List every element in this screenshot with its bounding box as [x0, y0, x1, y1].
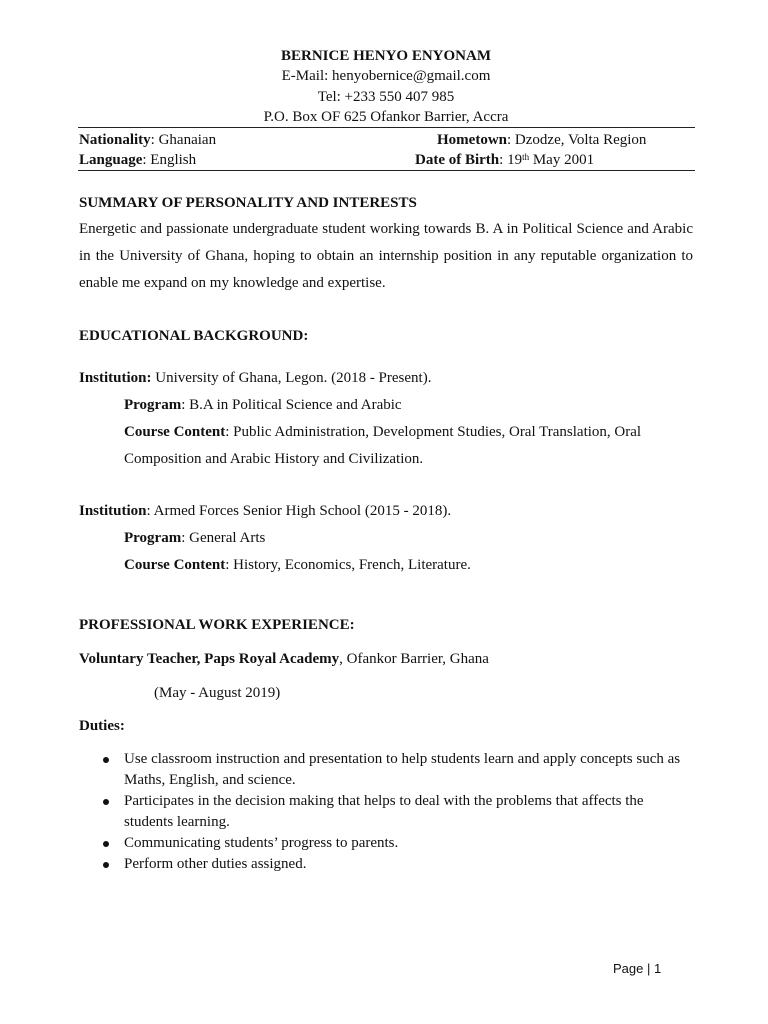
- course-value: : History, Economics, French, Literature.: [225, 557, 471, 573]
- list-item: [100, 854, 700, 875]
- hometown-value: : Dzodze, Volta Region: [507, 132, 647, 148]
- contact-phone: Tel: +233 550 407 985: [317, 89, 455, 105]
- experience-role: [79, 650, 489, 668]
- candidate-name: BERNICE HENYO ENYONAM: [280, 48, 491, 64]
- duties-list: [100, 749, 700, 875]
- divider-bottom: [78, 170, 695, 171]
- program-value: : General Arts: [181, 530, 266, 546]
- dob-label: Date of Birth: [415, 152, 500, 168]
- experience-heading: PROFESSIONAL WORK EXPERIENCE:: [79, 617, 355, 633]
- summary-text: Energetic and passionate undergraduate student working towards B. A in Political Science and Arabic in the University of Ghana, hoping to obtain an internship position in any reputable organization to enable me expand on my knowledge and expertise.: [79, 221, 693, 291]
- summary-heading: SUMMARY OF PERSONALITY AND INTERESTS: [79, 195, 417, 211]
- bullet-icon: [103, 799, 109, 805]
- bullet-icon: [103, 862, 109, 868]
- course-value: : Public Administration, Development Studies, Oral Translation, Oral: [225, 424, 642, 440]
- contact-email: E-Mail: henyobernice@gmail.com: [281, 68, 491, 84]
- duty-line-1: Perform other duties assigned.: [124, 856, 307, 872]
- bullet-icon: [103, 757, 109, 763]
- dob-prefix: : 19: [499, 152, 523, 168]
- duty-line-1: Use classroom instruction and presentation to help students learn and apply concepts such as: [124, 751, 681, 767]
- nationality-row: [79, 131, 216, 149]
- role-title: Voluntary Teacher, Paps Royal Academy: [79, 651, 340, 667]
- course-label: Course Content: [124, 424, 226, 440]
- education-heading: EDUCATIONAL BACKGROUND:: [79, 328, 309, 344]
- list-item: [100, 749, 700, 791]
- nationality-value: : Ghanaian: [150, 132, 217, 148]
- institution-label: Institution:: [79, 370, 152, 386]
- hometown-row: [437, 131, 646, 149]
- education-course-1-cont: Composition and Arabic History and Civilization.: [124, 451, 424, 467]
- education-program-2: [124, 529, 265, 547]
- program-label: Program: [124, 530, 182, 546]
- program-label: Program: [124, 397, 182, 413]
- education-institution-1: [79, 369, 431, 387]
- page-number: Page | 1: [613, 961, 662, 976]
- institution-value: University of Ghana, Legon. (2018 - Present).: [151, 370, 432, 386]
- education-institution-2: [79, 502, 451, 520]
- education-course-2: [124, 556, 471, 574]
- duties-label: Duties:: [79, 718, 125, 734]
- institution-value: : Armed Forces Senior High School (2015 - 2018).: [146, 503, 452, 519]
- dob-row: [415, 151, 594, 169]
- contact-address: P.O. Box OF 625 Ofankor Barrier, Accra: [263, 109, 509, 125]
- duty-line-2: Maths, English, and science.: [124, 772, 296, 788]
- duty-line-1: Participates in the decision making that helps to deal with the problems that affects the: [124, 793, 644, 809]
- institution-label: Institution: [79, 503, 147, 519]
- list-item: [100, 833, 700, 854]
- divider-top: [78, 127, 695, 128]
- education-course-1: [124, 423, 641, 441]
- experience-period: (May - August 2019): [154, 685, 281, 701]
- list-item: [100, 791, 700, 833]
- course-label: Course Content: [124, 557, 226, 573]
- education-program-1: [124, 396, 402, 414]
- nationality-label: Nationality: [79, 132, 151, 148]
- dob-sup: th: [522, 152, 530, 162]
- role-location: , Ofankor Barrier, Ghana: [339, 651, 489, 667]
- program-value: : B.A in Political Science and Arabic: [181, 397, 402, 413]
- language-row: [79, 151, 196, 169]
- duty-line-1: Communicating students’ progress to parents.: [124, 835, 399, 851]
- hometown-label: Hometown: [437, 132, 507, 148]
- language-label: Language: [79, 152, 143, 168]
- duty-line-2: students learning.: [124, 814, 230, 830]
- dob-suffix: May 2001: [529, 152, 595, 168]
- language-value: : English: [142, 152, 197, 168]
- bullet-icon: [103, 841, 109, 847]
